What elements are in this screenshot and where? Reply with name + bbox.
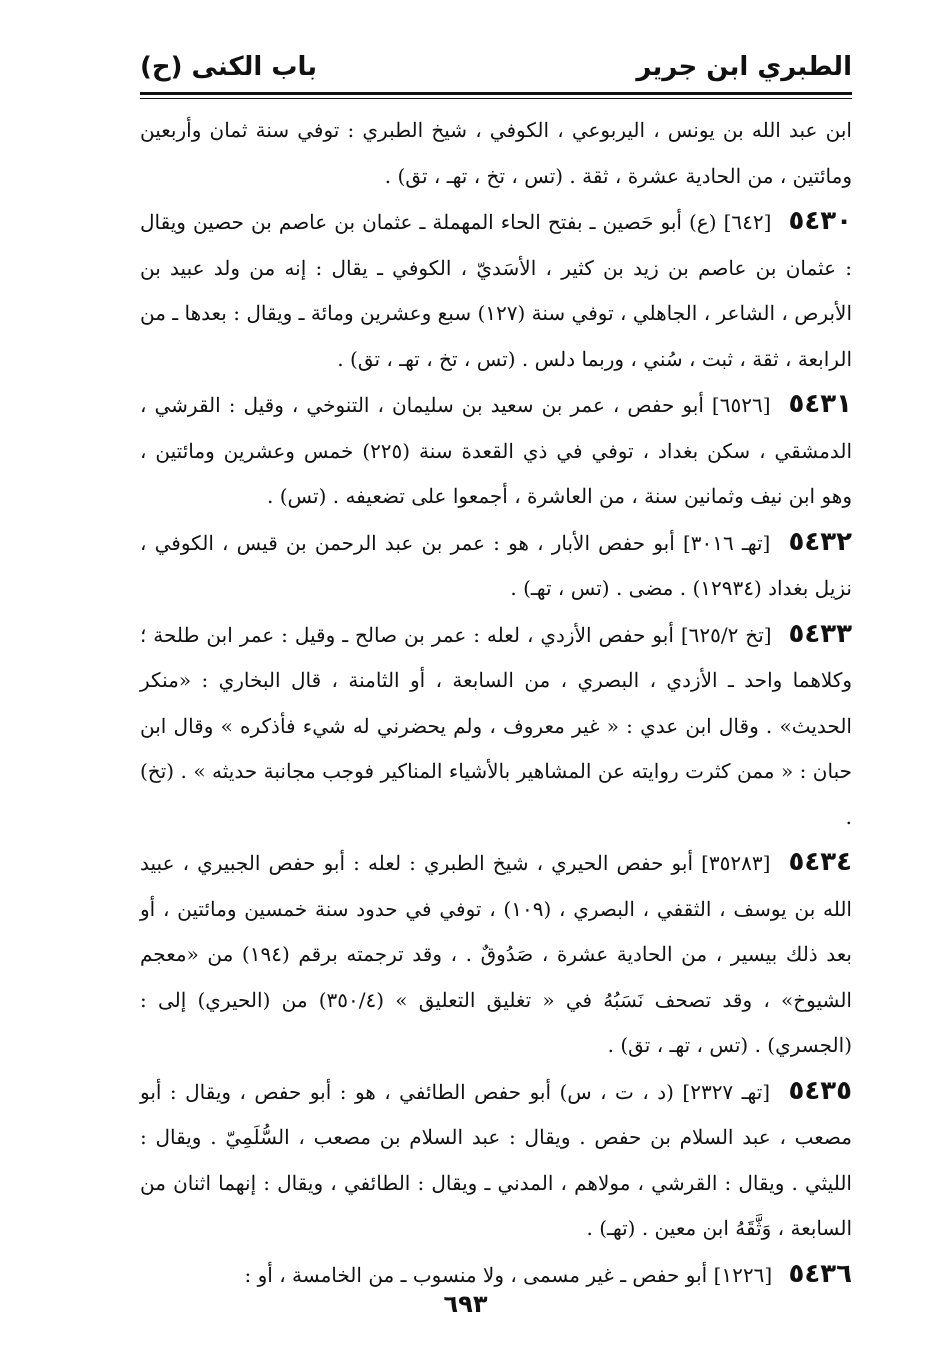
entry-5432	[140, 520, 852, 612]
entry-text: [١٢٢٦] أبو حفص ـ غير مسمى ، ولا منسوب ـ من الخامسة ، أو :	[244, 1262, 773, 1287]
entry-5435	[140, 1069, 852, 1252]
entry-number: ٥٤٣٣	[788, 618, 853, 649]
entry-number: ٥٤٣٠	[788, 206, 852, 236]
entry-text: [٣٥٢٨٣] أبو حفص الحيري ، شيخ الطبري : لعله : أبو حفص الجبيري ، عبيد الله بن يوسف ، الثقفي ، البصري ، (١٠٩) ، توفي في حدود سنة خمسين ومائتين ، أو بعد ذلك بيسير ، من الحادية عشرة ، صَدُوقٌ . ، وقد ترجمته برقم (١٩٤) من «معجم الشيوخ» ، وقد تصحف نَسَبُهُ في « تغليق التعليق » (٣٥٠/٤) من (الحيري) إلى : (الجسري) . (تس ، تهـ ، تق) .	[140, 851, 852, 1057]
entry-number: ٥٤٣١	[788, 389, 853, 419]
page-body	[140, 108, 852, 1298]
entry-number: ٥٤٣٤	[788, 847, 853, 877]
entry-number: ٥٤٣٥	[788, 1075, 853, 1106]
entry-continuation	[140, 108, 852, 199]
book-title: الطبري ابن جرير	[636, 52, 852, 82]
entry-5434	[140, 840, 852, 1069]
entry-5433	[140, 612, 852, 841]
page-number: ٦٩٣	[443, 1290, 488, 1318]
entry-text: [٦٥٢٦] أبو حفص ، عمر بن سعيد بن سليمان ، التنوخي ، وقيل : القرشي ، الدمشقي ، سكن بغداد ، توفي في ذي القعدة سنة (٢٢٥) خمس وعشرين ومائتين ، وهو ابن نيف وثمانين سنة ، من العاشرة ، أجمعوا على تضعيفه . (تس) .	[140, 393, 852, 508]
header-rule-thick	[140, 92, 852, 95]
entry-text: [تهـ ٣٠١٦] أبو حفص الأبار ، هو : عمر بن عبد الرحمن بن قيس ، الكوفي ، نزيل بغداد (١٢٩٣٤) . مضى . (تس ، تهـ) .	[140, 530, 852, 600]
entry-text: [تخ ٦٢٥/٢] أبو حفص الأزدي ، لعله : عمر بن صالح ـ وقيل : عمر ابن طلحة ؛ وكلاهما واحد ـ الأزدي ، البصري ، من السابعة ، أو الثامنة ، قال البخاري : «منكر الحديث» . وقال ابن عدي : « غير معروف ، ولم يحضرني له شيء فأذكره » وقال ابن حبان : « ممن كثرت روايته عن المشاهير بالأشياء المناكير فوجب مجانبة حديثه » . (تخ) .	[140, 622, 852, 829]
entry-text: [٦٤٢] (ع) أبو حَصين ـ بفتح الحاء المهملة ـ عثمان بن عاصم بن حصين ويقال : عثمان بن عاصم بن زيد بن كثير ، الأسَديّ ، الكوفي ـ يقال : إنه من ولد عبيد بن الأبرص ، الشاعر ، الجاهلي ، توفي سنة (١٢٧) سبع وعشرين ومائة ـ ويقال : بعدها ـ من الرابعة ، ثقة ، ثبت ، سُني ، وربما دلس . (تس ، تخ ، تهـ ، تق) .	[140, 210, 852, 371]
entry-number: ٥٤٣٦	[788, 1258, 852, 1289]
entry-text: ابن عبد الله بن يونس ، اليربوعي ، الكوفي ، شيخ الطبري : توفي سنة ثمان وأربعين ومائتين ، من الحادية عشرة ، ثقة . (تس ، تخ ، تهـ ، تق) .	[140, 118, 852, 188]
entry-5430	[140, 199, 852, 382]
entry-text: [تهـ ٢٣٢٧] (د ، ت ، س) أبو حفص الطائفي ، هو : أبو حفص ، ويقال : أبو مصعب ، عبد السلام بن حفص . ويقال : عبد السلام بن مصعب ، السُّلَمِيّ . ويقال : الليثي . ويقال : القرشي ، مولاهم ، المدني ـ ويقال : الطائفي ، ويقال : إنهما اثنان من السابعة ، وَثَّقَهُ ابن معين . (تهـ) .	[140, 1079, 852, 1240]
entry-number: ٥٤٣٢	[788, 526, 853, 557]
entry-5431	[140, 382, 852, 520]
running-header	[140, 40, 852, 92]
chapter-title: باب الكنى (ح)	[140, 52, 317, 82]
header-rule-thin	[140, 98, 852, 99]
